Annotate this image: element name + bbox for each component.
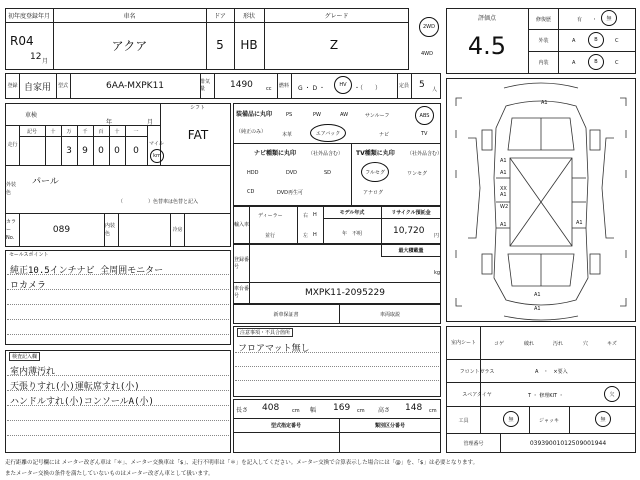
equip-tv: TV <box>421 131 428 137</box>
notes-text: フロアマット無し <box>238 344 310 354</box>
mile-unit: マイル <box>149 141 164 147</box>
fuel-hv-circle: HV <box>334 76 352 94</box>
spare-items: T ・ 修理KIT ・ <box>528 393 564 399</box>
equip-aw: AW <box>340 112 349 118</box>
recycle-amount: 10,720 <box>393 226 425 236</box>
color-no-label: カラーNo. <box>6 219 17 241</box>
equip-navi: ナビ <box>379 132 390 138</box>
selling-line-1: 純正10.5インチナビ 全周囲モニター <box>10 266 164 276</box>
reg-no-label: 登録番号 <box>234 256 250 270</box>
equipment-subtitle: （純正のみ） <box>236 129 267 135</box>
yen-unit: 円 <box>434 233 440 239</box>
month-unit: 月 <box>42 58 49 65</box>
reg-year-label: 初年度登録年月 <box>7 13 50 20</box>
car-name-label: 車名 <box>123 13 136 20</box>
length-unit: cm <box>292 408 300 414</box>
equip-leather: 本革 <box>282 132 293 138</box>
notes-label: 注意事項・不具合箇所 <box>237 328 293 337</box>
inspector-label: 検査記入欄 <box>9 352 40 361</box>
chassis-label: 車台番号 <box>234 286 250 299</box>
repair-label: 修復歴 <box>535 16 551 23</box>
model-year-label: モデル年式 <box>339 210 365 216</box>
displacement-label: 排気量 <box>200 79 211 92</box>
fuel-label: 燃料 <box>278 82 289 89</box>
airbag-circle: エアバック <box>310 124 346 142</box>
car-name: アクア <box>111 38 148 53</box>
repair-yes: 有 <box>577 17 583 23</box>
car-diagram <box>446 78 636 322</box>
damage-label: A1 <box>500 192 507 198</box>
damage-label: A1 <box>541 100 548 106</box>
mileage-label: 走行 <box>7 142 18 148</box>
col-ones: 一 <box>133 128 139 135</box>
recycle-label: リサイクル預託金 <box>391 210 431 216</box>
shape-label: 形状 <box>242 13 255 20</box>
repair-none-circle: 無 <box>601 10 617 26</box>
height-label: 高さ <box>378 407 391 414</box>
inspector-line-2: 天張りすれ(小)運転席すれ(小) <box>10 382 140 392</box>
footer-line-1: 走行距離の記号欄には メーター改ざん車は「＊」、メーター交換車は「$」、走行不明車は「＊」を記入してください。メーター交換で合算表示した場合には「@」を、「$」は必要となります。 <box>5 460 479 466</box>
ext-grade-a: A <box>572 38 576 44</box>
equip-ps: PS <box>286 112 293 118</box>
repair-sep: ・ <box>592 17 598 23</box>
tv-sub: （社外品含む） <box>407 151 443 157</box>
seat-scratch: キズ <box>607 341 617 347</box>
inspection-year: 年 <box>106 119 113 126</box>
chassis-no: MXPK11-2095229 <box>304 288 386 298</box>
damage-label: A1 <box>500 170 507 176</box>
width: 169 <box>333 403 351 413</box>
score-value: 4.5 <box>467 32 507 60</box>
seat-burn: コゲ <box>494 341 505 347</box>
damage-label: W2 <box>500 204 509 210</box>
shift-label: シフト <box>190 105 206 111</box>
jack-none-circle: 無 <box>595 411 611 427</box>
mileage-digit: 0 <box>133 146 139 156</box>
inspector-line-3: ハンドルすれ(小)コンソールA(小) <box>10 397 154 407</box>
int-grade-c: C <box>615 60 619 66</box>
damage-label: XX <box>500 186 507 192</box>
drive-4wd: 4WD <box>421 51 433 57</box>
front-glass-items: A ・ ×要入 <box>535 369 568 375</box>
height-unit: cm <box>429 408 437 414</box>
cc-unit: cc <box>266 86 272 92</box>
spare-missing-circle: 欠 <box>604 386 620 402</box>
seat-dirt: 汚れ <box>553 341 564 347</box>
width-unit: cm <box>357 408 365 414</box>
col-ten-k: 万 <box>66 128 72 135</box>
front-glass-label: フロントガラス <box>459 368 495 375</box>
grade: Z <box>329 38 339 52</box>
tools-none-circle: 無 <box>503 411 519 427</box>
usage: 自家用 <box>23 82 51 93</box>
nav-hdd: HDD <box>247 170 259 176</box>
mileage-digit: 0 <box>98 146 104 156</box>
col-thousand: 千 <box>82 128 88 135</box>
inspection-label: 車検 <box>24 112 37 119</box>
color-no: 089 <box>52 225 71 235</box>
nav-dvd-play: DVD再生可 <box>277 190 304 196</box>
col-tens: 十 <box>114 128 120 135</box>
nav-cd: CD <box>247 189 255 195</box>
km-circle: km <box>150 149 164 163</box>
reg-month: 12 <box>30 52 42 62</box>
width-label: 幅 <box>310 407 317 414</box>
color-note: （ ）色替車は色替と記入 <box>118 199 199 205</box>
damage-label: A1 <box>500 222 507 228</box>
inspector-line-1: 室内薄汚れ <box>10 367 56 377</box>
car-manual: 車両取説 <box>379 311 400 318</box>
height: 148 <box>405 403 423 413</box>
reg-year: R04 <box>10 34 34 48</box>
interior-seat-label: 室内シート <box>450 340 476 346</box>
displacement: 1490 <box>230 80 253 90</box>
selling-label: セールスポイント <box>9 252 49 258</box>
nav-dvd: DVD <box>286 170 298 176</box>
tv-oneseg: ワンセグ <box>407 171 428 177</box>
model: 6AA-MXPK11 <box>105 81 165 91</box>
cooling-label: 冷房 <box>172 227 183 233</box>
handle-h: H <box>313 232 317 238</box>
seat-tear: 破れ <box>524 341 535 347</box>
equipment-title: 装備品に丸印 <box>236 111 273 118</box>
shift: FAT <box>187 128 209 142</box>
footer-line-2: またメーター交換の条件を満たしていないものはメーター改ざん車として扱います。 <box>5 471 214 477</box>
exterior-color: パール <box>32 177 59 187</box>
model-label: 型式 <box>57 82 68 89</box>
tv-fullseg-circle: フルセグ <box>361 162 389 182</box>
new-car-warranty: 新車保証書 <box>273 311 299 318</box>
length-label: 長さ <box>236 407 249 414</box>
int-grade-b-circle: B <box>588 54 604 70</box>
nav-sub: （社外品含む） <box>308 151 344 157</box>
int-grade-a: A <box>572 60 576 66</box>
capacity: 5 <box>419 80 425 90</box>
damage-label: A1 <box>534 292 541 298</box>
tv-analog: アナログ <box>363 190 384 196</box>
interior-grade-label: 内装 <box>538 60 549 66</box>
tools-label: 工具 <box>458 417 469 424</box>
score-label: 評価点 <box>477 14 496 22</box>
mileage-digit: 9 <box>82 146 88 156</box>
spare-tire-label: スペアタイヤ <box>462 392 492 398</box>
jack-label: ジャッキ <box>539 417 559 424</box>
model-year: 年 不明 <box>341 230 362 237</box>
kg-unit: kg <box>434 270 441 276</box>
damage-label: A1 <box>534 306 541 312</box>
import-label: 輸入車 <box>234 222 250 228</box>
col-man: 十 <box>50 128 56 135</box>
max-load-label: 最大積載量 <box>398 248 424 254</box>
equip-pw: PW <box>313 112 321 118</box>
persons-unit: 人 <box>432 87 438 93</box>
reg-label: 登録 <box>7 82 18 89</box>
mgmt-label: 管理番号 <box>463 441 484 447</box>
exterior-label: 外装色 <box>6 182 17 196</box>
shape: HB <box>240 38 258 52</box>
grade-label: グレード <box>324 13 349 20</box>
capacity-label: 定員 <box>398 82 409 89</box>
damage-label: A1 <box>500 158 507 164</box>
record-no-label: 記号 <box>26 128 37 135</box>
equip-sunroof: サンルーフ <box>365 113 390 119</box>
door-label: ドア <box>214 13 226 20</box>
import-dealer: ディーラー <box>258 213 283 219</box>
nav-sd: SD <box>324 170 332 176</box>
handle-left: 左 <box>303 233 309 239</box>
length: 408 <box>262 403 280 413</box>
tv-title: TV種類に丸印 <box>356 150 395 157</box>
nav-title: ナビ種類に丸印 <box>254 150 297 157</box>
import-parallel: 並行 <box>265 233 276 239</box>
inspection-month: 月 <box>147 119 154 126</box>
type-no-label: 型式指定番号 <box>270 423 301 429</box>
col-hundred: 百 <box>98 128 104 135</box>
ext-grade-c: C <box>615 38 619 44</box>
fuel-tail: ・（ ） <box>354 85 382 92</box>
handle-right: 右 <box>303 213 309 219</box>
seat-hole: 穴 <box>583 341 589 347</box>
handle-h: H <box>313 212 317 218</box>
doors: 5 <box>216 38 224 52</box>
damage-label: A1 <box>576 220 583 226</box>
class-no-label: 類別区分番号 <box>374 423 405 429</box>
interior-color-label: 内装色 <box>105 223 116 237</box>
drive-2wd-circle: 2WD <box>419 17 439 37</box>
mileage-digit: 0 <box>114 146 120 156</box>
abs-circle: ABS <box>415 106 434 125</box>
mgmt-number: 03939001012509001944 <box>529 440 607 447</box>
ext-grade-b-circle: B <box>588 32 604 48</box>
exterior-grade-label: 外装 <box>538 38 549 44</box>
selling-line-2: ロカメラ <box>10 281 47 291</box>
fuel-options: G ・ D ・ <box>298 85 325 92</box>
mileage-digit: 3 <box>66 146 72 156</box>
